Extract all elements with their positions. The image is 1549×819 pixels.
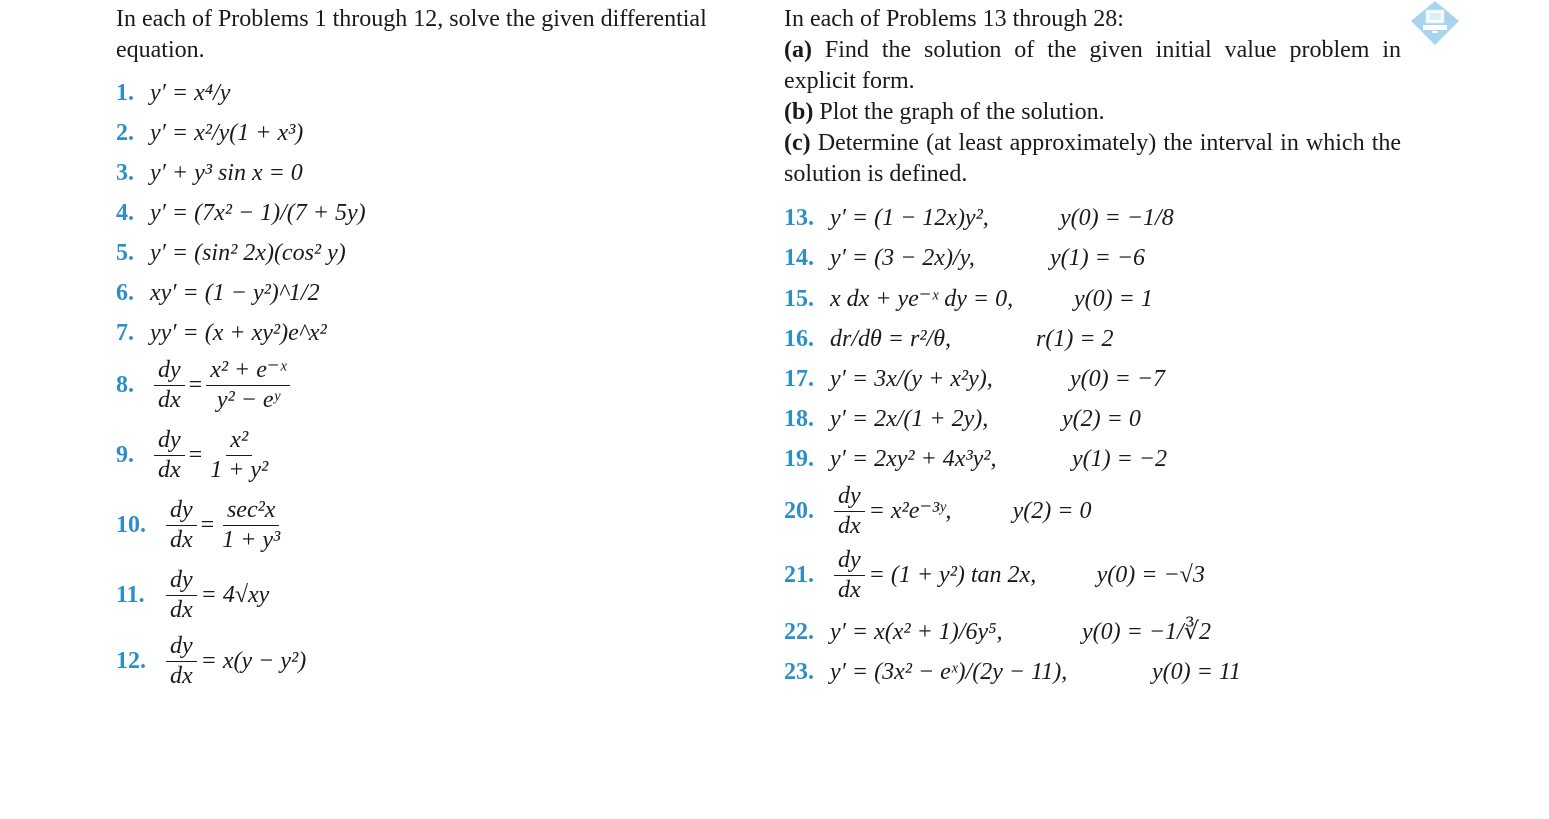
initial-condition: y(0) = −1/8	[1060, 205, 1174, 231]
problem-equation: xy′ = (1 − y²)^1/2	[150, 280, 320, 306]
problem-number: 21.	[784, 562, 814, 588]
initial-condition: y(0) = 1	[1074, 286, 1153, 312]
lhs-fraction	[834, 482, 865, 541]
problem-equation: y′ = (sin² 2x)(cos² y)	[150, 240, 346, 266]
lhs-fraction	[154, 356, 185, 415]
lhs-numerator: dy	[166, 496, 197, 526]
initial-condition: r(1) = 2	[1036, 326, 1114, 352]
lhs-numerator: dy	[166, 632, 197, 662]
problem-number: 7.	[116, 320, 134, 346]
lhs-fraction	[166, 632, 197, 691]
problem-equation: y′ = (3 − 2x)/y,	[830, 245, 975, 271]
equals-sign: =	[200, 512, 215, 538]
rhs-fraction	[206, 426, 272, 485]
problem-22	[784, 617, 1211, 648]
problem-number: 6.	[116, 280, 134, 306]
problem-number: 20.	[784, 498, 814, 524]
lhs-numerator: dy	[834, 482, 865, 512]
lhs-numerator: dy	[166, 566, 197, 596]
lhs-numerator: dy	[834, 546, 865, 576]
problem-7	[116, 318, 327, 349]
right-intro-heading: In each of Problems 13 through 28:	[784, 6, 1124, 32]
problem-number: 14.	[784, 245, 814, 271]
lhs-fraction	[154, 426, 185, 485]
lhs-fraction	[166, 566, 197, 625]
lhs-denominator: dx	[838, 513, 861, 539]
problem-number: 12.	[116, 648, 146, 674]
rhs-numerator: x² + e⁻ˣ	[206, 356, 290, 386]
part-b	[784, 97, 1401, 128]
lhs-denominator: dx	[170, 527, 193, 553]
initial-condition: y(0) = 11	[1152, 659, 1242, 685]
problem-17	[784, 364, 1165, 395]
problem-equation: = (1 + y²) tan 2x,	[868, 562, 1037, 588]
problem-4	[116, 198, 366, 229]
initial-condition: y(1) = −2	[1072, 446, 1168, 472]
problem-15	[784, 284, 1153, 315]
rhs-numerator: x²	[226, 426, 252, 456]
part-b-label: (b)	[784, 99, 814, 125]
problem-8	[116, 356, 294, 415]
lhs-denominator: dx	[170, 663, 193, 689]
problem-equation: dr/dθ = r²/θ,	[830, 326, 951, 352]
problem-14	[784, 243, 1145, 274]
problem-equation: y′ = 3x/(y + x²y),	[830, 366, 993, 392]
lhs-numerator: dy	[154, 356, 185, 386]
initial-condition: y(2) = 0	[1062, 406, 1141, 432]
lhs-denominator: dx	[158, 457, 181, 483]
computer-diamond-icon	[1410, 0, 1460, 46]
problem-number: 11.	[116, 582, 145, 608]
problem-rhs: = x(y − y²)	[200, 648, 307, 674]
problem-6	[116, 278, 320, 309]
initial-condition: y(0) = −1/∛2	[1082, 619, 1211, 645]
problem-equation: y′ = (3x² − eˣ)/(2y − 11),	[830, 659, 1068, 685]
lhs-denominator: dx	[838, 577, 861, 603]
part-a-label: (a)	[784, 37, 812, 63]
problem-21	[784, 546, 1205, 605]
initial-condition: y(2) = 0	[1012, 498, 1092, 524]
problem-number: 18.	[784, 406, 814, 432]
problem-number: 23.	[784, 659, 814, 685]
right-intro	[784, 4, 1401, 190]
problem-3	[116, 158, 303, 189]
problem-equation: y′ + y³ sin x = 0	[150, 160, 303, 186]
rhs-denominator: y² − eʸ	[216, 387, 280, 413]
equals-sign: =	[188, 442, 203, 468]
problem-equation: y′ = (7x² − 1)/(7 + 5y)	[150, 200, 366, 226]
lhs-numerator: dy	[154, 426, 185, 456]
rhs-denominator: 1 + y³	[222, 527, 281, 553]
problem-equation: y′ = x²/y(1 + x³)	[150, 120, 304, 146]
problem-number: 19.	[784, 446, 814, 472]
problem-equation: y′ = 2x/(1 + 2y),	[830, 406, 989, 432]
problem-number: 16.	[784, 326, 814, 352]
part-b-text: Plot the graph of the solution.	[819, 99, 1105, 125]
problem-11	[116, 566, 269, 625]
rhs-denominator: 1 + y²	[210, 457, 269, 483]
lhs-denominator: dx	[158, 387, 181, 413]
problem-13	[784, 203, 1174, 234]
problem-number: 17.	[784, 366, 814, 392]
rhs-fraction	[206, 356, 290, 415]
problem-10	[116, 496, 288, 555]
problem-number: 2.	[116, 120, 134, 146]
problem-equation: y′ = x(x² + 1)/6y⁵,	[830, 619, 1003, 645]
problem-number: 3.	[116, 160, 134, 186]
problem-number: 22.	[784, 619, 814, 645]
problem-9	[116, 426, 276, 485]
problem-equation: y′ = 2xy² + 4x³y²,	[830, 446, 997, 472]
part-c-text: Determine (at least approximately) the interval in which the solution is defined.	[784, 130, 1402, 187]
problem-equation: y′ = x⁴/y	[150, 80, 231, 106]
rhs-fraction	[218, 496, 284, 555]
rhs-numerator: sec²x	[223, 496, 280, 526]
equals-sign: =	[188, 372, 203, 398]
problem-rhs: = 4√xy	[200, 582, 270, 608]
initial-condition: y(1) = −6	[1050, 245, 1146, 271]
problem-equation: = x²e⁻³ʸ,	[868, 498, 952, 524]
lhs-fraction	[834, 546, 865, 605]
problem-equation: x dx + ye⁻ˣ dy = 0,	[830, 286, 1014, 312]
part-a-text: Find the solution of the given initial value problem in explicit form.	[784, 37, 1402, 94]
part-c-label: (c)	[784, 130, 811, 156]
part-a	[784, 35, 1401, 97]
problem-20	[784, 482, 1092, 541]
problem-1	[116, 78, 230, 109]
left-intro: In each of Problems 1 through 12, solve the given differential equation.	[116, 6, 707, 63]
problem-number: 4.	[116, 200, 134, 226]
problem-number: 10.	[116, 512, 146, 538]
initial-condition: y(0) = −7	[1070, 366, 1166, 392]
problem-2	[116, 118, 303, 149]
lhs-fraction	[166, 496, 197, 555]
problem-18	[784, 404, 1141, 435]
problem-number: 13.	[784, 205, 814, 231]
problem-number: 5.	[116, 240, 134, 266]
problem-number: 15.	[784, 286, 814, 312]
problem-12	[116, 632, 306, 691]
initial-condition: y(0) = −√3	[1096, 562, 1205, 588]
problem-equation: y′ = (1 − 12x)y²,	[830, 205, 989, 231]
problem-5	[116, 238, 346, 269]
problem-number: 1.	[116, 80, 134, 106]
part-c	[784, 128, 1401, 190]
problem-number: 8.	[116, 372, 134, 398]
problem-number: 9.	[116, 442, 134, 468]
problem-16	[784, 324, 1114, 355]
problem-23	[784, 657, 1241, 688]
problem-19	[784, 444, 1167, 475]
lhs-denominator: dx	[170, 597, 193, 623]
problem-equation: yy′ = (x + xy²)e^x²	[150, 320, 327, 346]
